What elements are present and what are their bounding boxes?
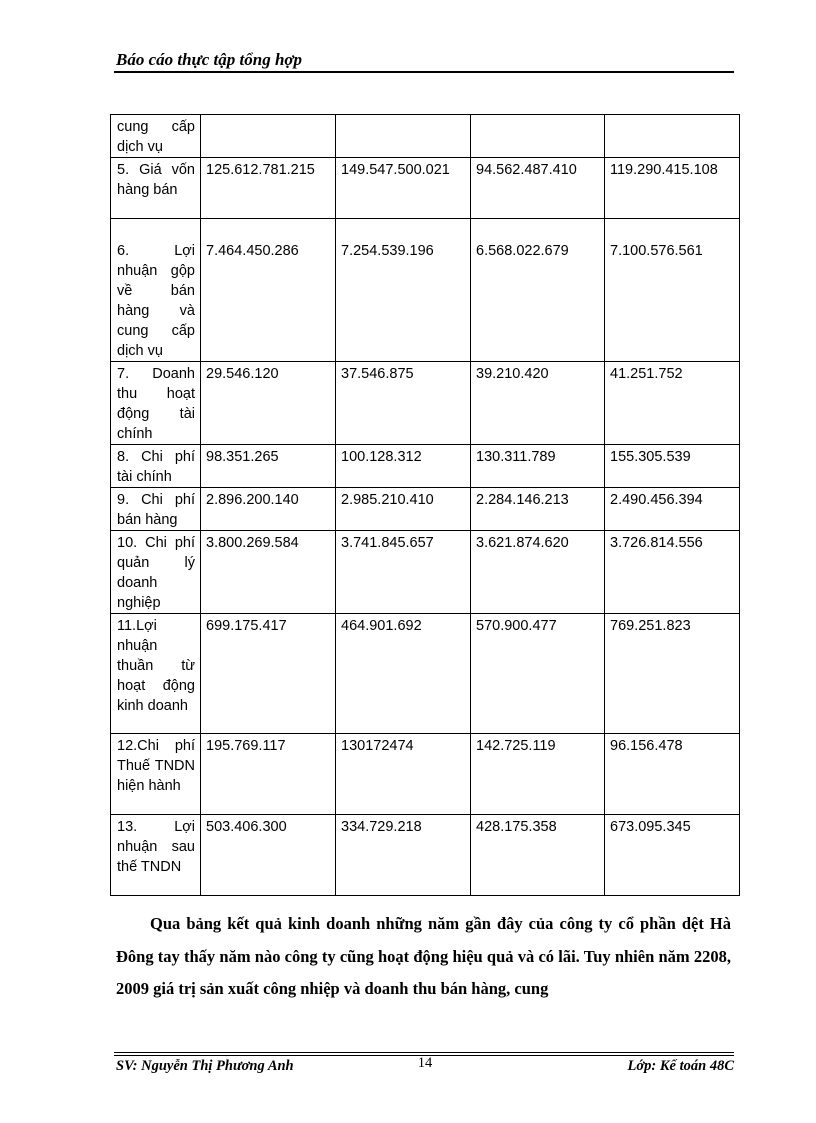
value-cell: 464.901.692 <box>336 614 471 734</box>
footer-class-label: Lớp: Kế toán 48C <box>627 1058 734 1074</box>
table-row <box>111 362 740 445</box>
row-label <box>111 219 201 362</box>
row-label: 10. Chi phí quản lý doanh nghiệp <box>111 531 201 614</box>
value-cell: 2.284.146.213 <box>471 488 605 531</box>
table-row <box>111 815 740 896</box>
table-row <box>111 158 740 219</box>
value-cell: 41.251.752 <box>605 362 740 445</box>
row-label: 8. Chi phí tài chính <box>111 445 201 488</box>
value-text: 7.464.450.286 <box>206 243 299 259</box>
value-cell: 503.406.300 <box>201 815 336 896</box>
value-cell <box>201 115 336 158</box>
value-text: 7.100.576.561 <box>610 243 703 259</box>
value-cell <box>471 115 605 158</box>
row-label: 12.Chi phí Thuế TNDN hiện hành <box>111 734 201 815</box>
value-cell: 3.726.814.556 <box>605 531 740 614</box>
table-row <box>111 531 740 614</box>
table-body <box>111 115 740 896</box>
value-cell: 130172474 <box>336 734 471 815</box>
value-cell: 2.896.200.140 <box>201 488 336 531</box>
value-cell: 130.311.789 <box>471 445 605 488</box>
value-cell: 334.729.218 <box>336 815 471 896</box>
value-cell: 100.128.312 <box>336 445 471 488</box>
row-label: 11.Lợi nhuận thuần từ hoạt động kinh doanh <box>111 614 201 734</box>
value-cell: 195.769.117 <box>201 734 336 815</box>
table-row <box>111 614 740 734</box>
value-cell: 155.305.539 <box>605 445 740 488</box>
value-cell: 37.546.875 <box>336 362 471 445</box>
value-cell <box>336 115 471 158</box>
table-row <box>111 219 740 362</box>
value-cell: 673.095.345 <box>605 815 740 896</box>
value-cell: 142.725.119 <box>471 734 605 815</box>
row-label: 9. Chi phí bán hàng <box>111 488 201 531</box>
value-cell <box>605 115 740 158</box>
value-cell: 2.490.456.394 <box>605 488 740 531</box>
value-cell: 699.175.417 <box>201 614 336 734</box>
value-cell <box>471 219 605 362</box>
value-cell: 39.210.420 <box>471 362 605 445</box>
value-cell: 2.985.210.410 <box>336 488 471 531</box>
footer-student-name: SV: Nguyễn Thị Phương Anh <box>116 1058 294 1074</box>
row-label: 13. Lợi nhuận sau thế TNDN <box>111 815 201 896</box>
value-cell: 125.612.781.215 <box>201 158 336 219</box>
financial-results-table <box>110 114 740 896</box>
value-cell: 96.156.478 <box>605 734 740 815</box>
value-cell <box>201 219 336 362</box>
table-row <box>111 488 740 531</box>
value-cell: 570.900.477 <box>471 614 605 734</box>
value-cell: 94.562.487.410 <box>471 158 605 219</box>
row-label: 5. Giá vốn hàng bán <box>111 158 201 219</box>
value-cell: 428.175.358 <box>471 815 605 896</box>
value-cell <box>605 219 740 362</box>
value-cell: 29.546.120 <box>201 362 336 445</box>
value-cell: 98.351.265 <box>201 445 336 488</box>
value-cell <box>336 219 471 362</box>
page-number: 14 <box>417 1055 433 1071</box>
row-label: 7. Doanh thu hoạt động tài chính <box>111 362 201 445</box>
table-row <box>111 115 740 158</box>
row-label: cung cấp dịch vụ <box>111 115 201 158</box>
row-label-text: 6. Lợi nhuận gộp về bán hàng và cung cấp dịch vụ <box>117 243 195 359</box>
value-cell: 3.621.874.620 <box>471 531 605 614</box>
value-text: 7.254.539.196 <box>341 243 434 259</box>
value-text: 6.568.022.679 <box>476 243 569 259</box>
value-cell: 3.800.269.584 <box>201 531 336 614</box>
table-row <box>111 734 740 815</box>
value-cell: 3.741.845.657 <box>336 531 471 614</box>
header-divider <box>114 71 734 73</box>
page-header-title: Báo cáo thực tập tổng hợp <box>116 50 303 69</box>
body-paragraph: Qua bảng kết quả kinh doanh những năm gần đây của công ty cổ phần dệt Hà Đông tay thấy năm nào công ty cũng hoạt động hiệu quả và có lãi. Tuy nhiên năm 2208, 2009 giá trị sản xuất công nhiệp và doanh thu bán hàng, cung <box>116 914 731 998</box>
value-cell: 769.251.823 <box>605 614 740 734</box>
table-row <box>111 445 740 488</box>
value-cell: 149.547.500.021 <box>336 158 471 219</box>
value-cell: 119.290.415.108 <box>605 158 740 219</box>
footer-divider-top <box>114 1052 734 1053</box>
